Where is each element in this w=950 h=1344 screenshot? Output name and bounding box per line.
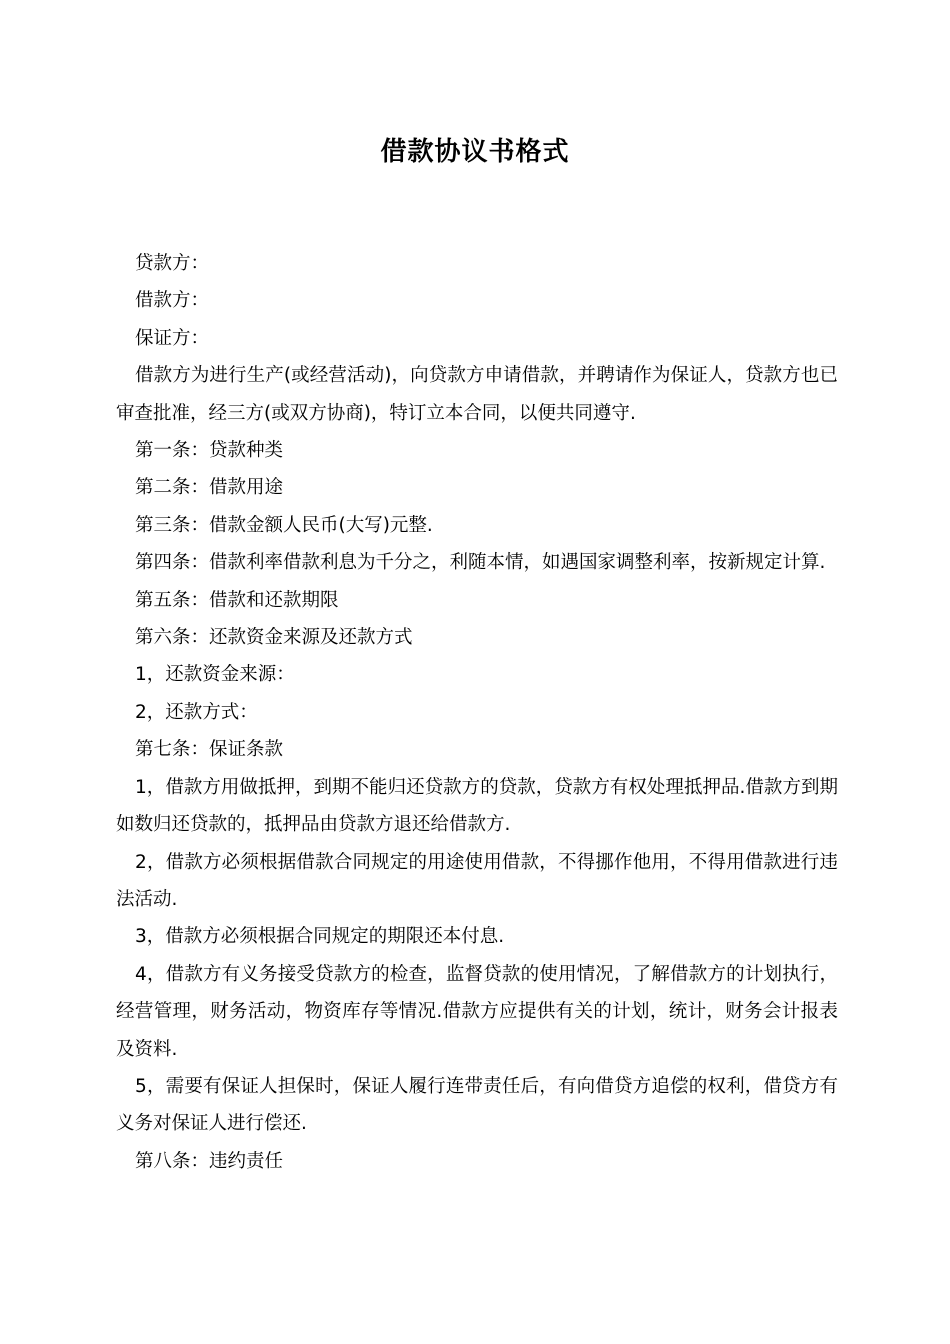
article-3: 第三条：借款金额人民币(大写)元整. [135, 514, 433, 536]
article-7-item-3: 3，借款方必须根据合同规定的期限还本付息. [135, 926, 505, 948]
article-6-item-1: 1，还款资金来源： [135, 664, 295, 686]
article-6-item-2: 2，还款方式： [135, 701, 258, 723]
preamble-paragraph: 借款方为进行生产(或经营活动)，向贷款方申请借款，并聘请作为保证人，贷款方也已审查批准，经三方(或双方协商)，特订立本合同，以便共同遵守. [116, 365, 838, 424]
article-7-item-4: 4，借款方有义务接受贷款方的检查，监督贷款的使用情况，了解借款方的计划执行，经营管理，财务活动，物资库存等情况.借款方应提供有关的计划，统计，财务会计报表及资料. [116, 963, 838, 1060]
article-1: 第一条：贷款种类 [135, 440, 284, 462]
borrower-line: 借款方： [135, 290, 210, 312]
lender-line: 贷款方： [135, 253, 210, 274]
document-body [116, 245, 838, 1180]
article-2: 第二条：借款用途 [135, 477, 284, 499]
guarantor-line: 保证方： [135, 327, 210, 349]
document-title: 借款协议书格式 [380, 137, 570, 167]
article-8: 第八条：违约责任 [135, 1150, 284, 1172]
article-7: 第七条：保证条款 [135, 739, 284, 761]
article-6: 第六条：还款资金来源及还款方式 [135, 627, 413, 649]
article-7-item-2: 2，借款方必须根据借款合同规定的用途使用借款，不得挪作他用，不得用借款进行违法活动. [116, 851, 838, 910]
article-7-item-5: 5，需要有保证人担保时，保证人履行连带责任后，有向借贷方追偿的权利，借贷方有义务对保证人进行偿还. [116, 1075, 838, 1135]
article-5: 第五条：借款和还款期限 [135, 589, 339, 611]
article-7-item-1: 1，借款方用做抵押，到期不能归还贷款方的贷款，贷款方有权处理抵押品.借款方到期如数归还贷款的，抵押品由贷款方退还给借款方. [116, 776, 838, 836]
article-4: 第四条：借款利率借款利息为千分之，利随本情，如遇国家调整利率，按新规定计算. [135, 552, 826, 574]
